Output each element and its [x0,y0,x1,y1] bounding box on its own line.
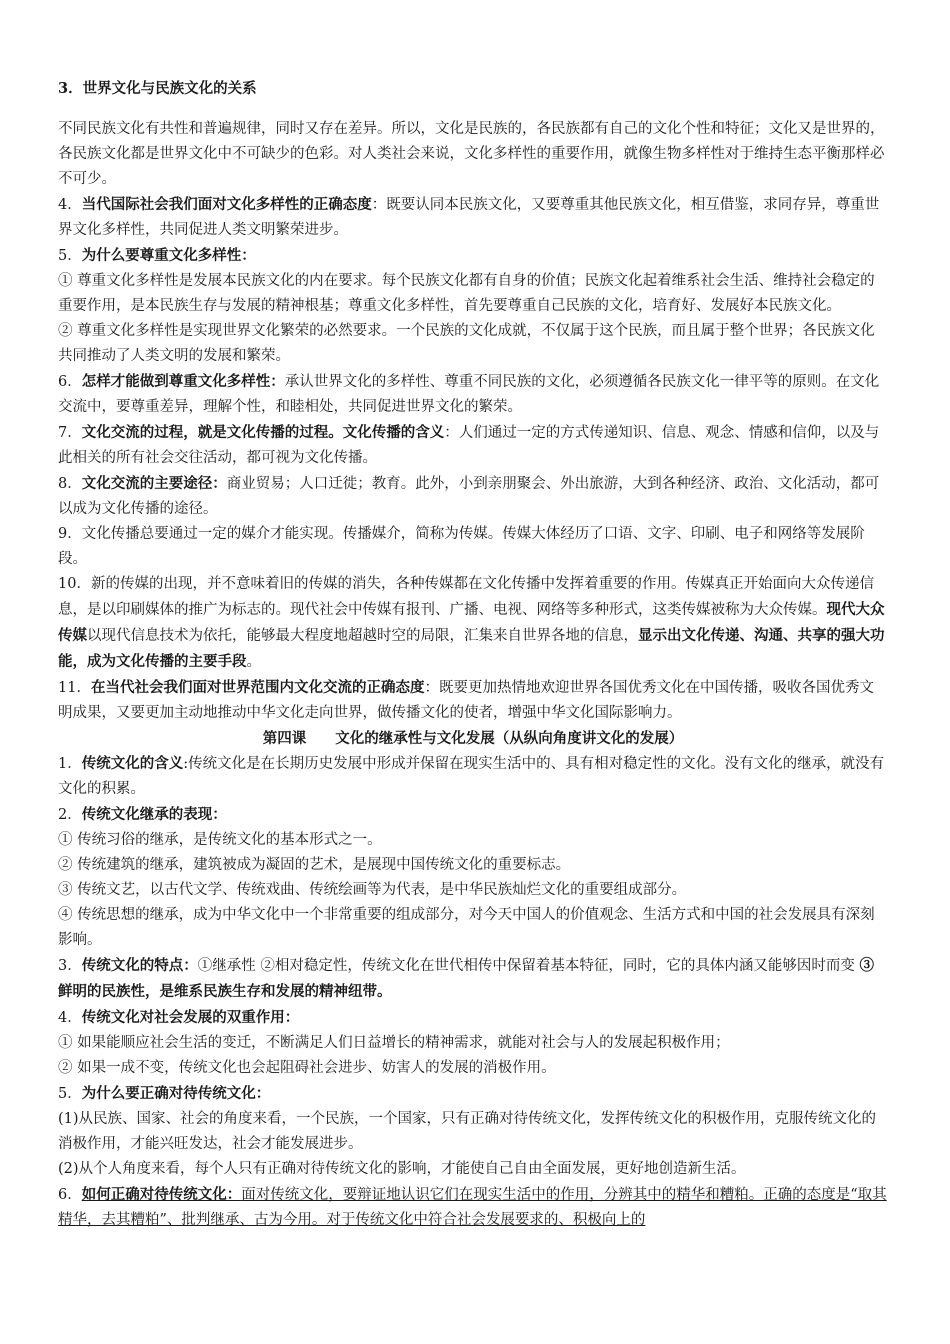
item-number: 3． [58,958,82,974]
item-text: 商业贸易；人口迁徙；教育。此外，小到亲朋聚会、外出旅游，大到各种经济、政治、文化活动，都可以成为文化传播的途径。 [58,476,880,517]
item-number: 6． [58,374,82,390]
item-text: 承认世界文化的多样性、尊重不同民族的文化，必须遵循各民族文化一律平等的原则。在文化交流中，要尊重差异，理解个性，和睦相处，共同促进世界文化的繁荣。 [58,374,880,415]
item-heading: 传统文化继承的表现： [81,806,227,823]
item-heading: 传统文化的含义 [81,755,184,772]
section-3-title [58,76,888,101]
item-text: 以现代信息技术为依托，能够最大程度地超越时空的局限，汇集来自世界各地的信息， [87,628,638,644]
item-heading: 传统文化对社会发展的双重作用： [81,1009,300,1026]
item-heading: 传统文化的特点： [81,957,198,974]
item-5-point-1: ① 尊重文化多样性是发展本民族文化的内在要求。每个民族文化都有自身的价值；民族文化起着维系社会生活、维持社会稳定的重要作用，是本民族生存与发展的精神根基；尊重文化多样性，首先要尊重自己民族的文化，培育好、发展好本民族文化。 [58,273,875,314]
lesson4-item-2-point-1: ① 传统习俗的继承，是传统文化的基本形式之一。 [58,832,382,848]
item-text: ：既要认同本民族文化，又要尊重其他民族文化，相互借鉴，求同存异，尊重世界文化多样性，共同促进人类文明繁荣进步。 [58,197,880,238]
item-text: 10．新的传媒的出现，并不意味着旧的传媒的消失，各种传媒都在文化传播中发挥着重要的作用。传媒真正开始面向大众传递信息，是以印刷媒体的推广为标志的。现代社会中传媒有报刊、广播、电视、网络等多种形式，这类传媒被称为大众传媒。 [58,576,874,618]
item-heading: 文化交流的主要途径： [81,475,227,492]
item-heading: 在当代社会我们面对世界范围内文化交流的正确态度 [90,679,425,696]
item-7 [58,420,888,471]
item-number: 4． [58,197,82,213]
paragraph-world-culture: 不同民族文化有共性和普遍规律，同时又存在差异。所以，文化是民族的，各民族都有自己的文化个性和特征；文化又是世界的，各民族文化都是世界文化中不可缺少的色彩。对人类社会来说，文化多样性的重要作用，就像生物多样性对于维持生态平衡那样必不可少。 [58,121,885,187]
lesson4-item-2-point-3: ③ 传统文艺，以古代文学、传统戏曲、传统绘画等为代表，是中华民族灿烂文化的重要组成部分。 [58,882,687,898]
item-emphasis: ③鲜明的民族性，是维系民族生存和发展的精神纽带。 [58,957,874,1000]
item-number: 3． [58,80,83,97]
lesson4-item-4-point-1: ① 如果能顺应社会生活的变迁，不断满足人们日益增长的精神需求，就能对社会与人的发展起积极作用； [58,1035,730,1051]
item-11 [58,675,888,726]
item-6 [58,369,888,420]
item-4 [58,192,888,243]
item-number: 1． [58,756,82,772]
lesson4-item-3 [58,953,888,1005]
lesson4-item-4 [58,1005,888,1031]
lesson4-item-2 [58,802,888,828]
item-5 [58,243,888,269]
item-5-point-2: ② 尊重文化多样性是实现世界文化繁荣的必然要求。一个民族的文化成就，不仅属于这个民族，而且属于整个世界；各民族文化共同推动了人类文明的发展和繁荣。 [58,323,875,364]
item-text: 。 [246,654,261,670]
section-heading: 世界文化与民族文化的关系 [82,80,257,97]
lesson4-item-5 [58,1081,888,1107]
item-number: 5． [58,248,82,264]
lesson4-item-2-point-2: ② 传统建筑的继承，建筑被成为凝固的艺术，是展现中国传统文化的重要标志。 [58,857,571,873]
item-heading: 为什么要尊重文化多样性： [81,247,256,264]
item-number: 4． [58,1010,82,1026]
lesson-title: 第四课 文化的继承性与文化发展（从纵向角度讲文化的发展） [262,730,684,747]
item-9: 9．文化传播总要通过一定的媒介才能实现。传播媒介，简称为传媒。传媒大体经历了口语、文字、印刷、电子和网络等发展阶段。 [58,526,865,567]
item-number: 8． [58,476,82,492]
item-number: 7． [58,425,82,441]
item-heading: 当代国际社会我们面对文化多样性的正确态度 [81,196,372,213]
item-number: 2． [58,807,82,823]
item-number: 5． [58,1086,82,1102]
item-number: 11． [58,680,91,696]
item-heading: 为什么要正确对待传统文化： [81,1085,271,1102]
item-text: :传统文化是在长期历史发展中形成并保留在现实生活中的、具有相对稳定性的文化。没有文化的继承，就没有文化的积累。 [58,756,885,797]
item-heading: 如何正确对待传统文化： [81,1186,242,1203]
item-heading: 文化交流的过程，就是文化传播的过程。文化传播的含义 [81,424,445,441]
item-emphasis: 现代大众传媒 [58,601,885,644]
item-text: ①继承性 ②相对稳定性，传统文化在世代相传中保留着基本特征，同时，它的具体内涵又能够因时而变 [197,958,860,974]
item-heading: 怎样才能做到尊重文化多样性： [81,373,285,390]
lesson4-item-4-point-2: ② 如果一成不变，传统文化也会起阻碍社会进步、妨害人的发展的消极作用。 [58,1060,556,1076]
lesson4-item-5-point-1: (1)从民族、国家、社会的角度来看，一个民族，一个国家，只有正确对待传统文化，发挥传统文化的积极作用，克服传统文化的消极作用，才能兴旺发达，社会才能发展进步。 [58,1111,877,1152]
lesson4-item-6 [58,1182,888,1233]
lesson4-item-2-point-4: ④ 传统思想的继承，成为中华文化中一个非常重要的组成部分，对今天中国人的价值观念、生活方式和中国的社会发展具有深刻影响。 [58,907,875,948]
item-emphasis: 显示出文化传递、沟通、共享的强大功能，成为文化传播的主要手段 [58,627,885,670]
item-text: ：人们通过一定的方式传递知识、信息、观念、情感和信仰，以及与此相关的所有社会交往活动，都可视为文化传播。 [58,425,880,466]
item-text: ：既要更加热情地欢迎世界各国优秀文化在中国传播，吸收各国优秀文明成果，又要更加主动地推动中华文化走向世界，做传播文化的使者，增强中华文化国际影响力。 [58,680,874,721]
item-8 [58,471,888,522]
item-text: 面对传统文化，要辩证地认识它们在现实生活中的作用，分辨其中的精华和糟粕。正确的态度是“取其精华，去其糟粕”、批判继承、古为今用。对于传统文化中符合社会发展要求的、积极向上的 [58,1187,887,1228]
lesson4-item-1 [58,751,888,802]
item-10 [58,572,888,675]
item-number: 6． [58,1187,82,1203]
lesson4-item-5-point-2: (2)从个人角度来看，每个人只有正确对待传统文化的影响，才能使自己自由全面发展，更好地创造新生活。 [58,1161,746,1177]
